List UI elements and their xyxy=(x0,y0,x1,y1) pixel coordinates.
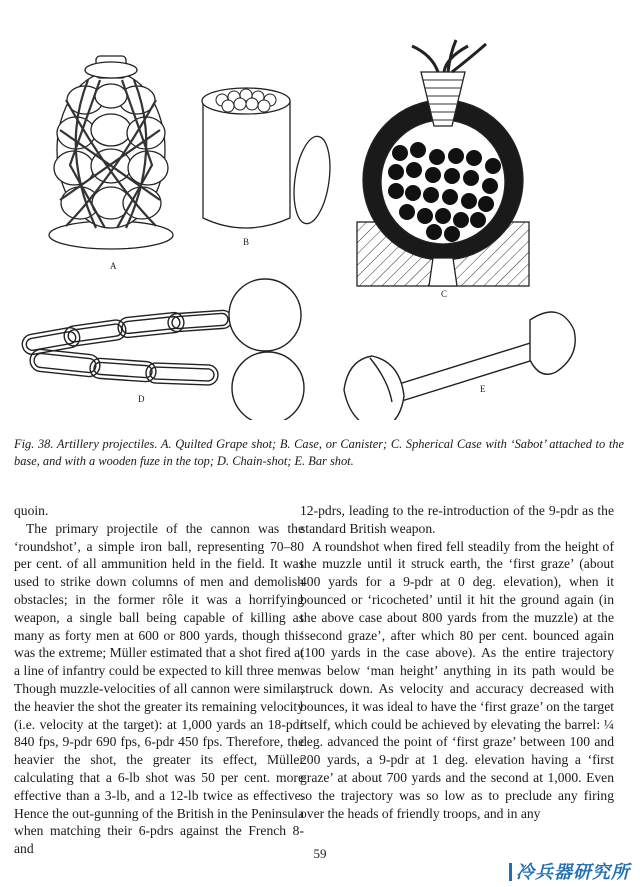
figure-label-b: B xyxy=(243,237,250,247)
left-paragraph-1: quoin. xyxy=(14,503,49,518)
right-paragraph-2: A roundshot when fired fell steadily from the height of the muzzle until it struck earth, the ‘first graze’ (about 400 yards for a 9-pdr at 0 deg. elevation), when it bounced or ‘ricocheted’ until it hit the ground again (in the above case about 800 yards from the muzzle) at the ‘second graze’, after which 80 per cent. bounced again (100 yards in the case above). As the entire trajectory was below ‘man height’ anything in its path would be struck down. As velocity and accuracy decreased with bounces, it was ideal to have the ‘first graze’ on the target itself, which could be achieved by elevating the barrel: ¼ deg. advanced the point of ‘first graze’ between 100 and 200 yards, a 9-pdr at 1 deg. elevation having a ‘first graze’ at about 700 yards and the second at 1,000. Even so the trajectory was so low as to preclude any firing over the heads of friendly troops, and in any xyxy=(300,538,614,821)
left-text-column xyxy=(14,502,304,858)
watermark-bar xyxy=(509,863,512,881)
chain-shot-drawing xyxy=(21,279,304,420)
left-paragraph-2: The primary projectile of the cannon was the ‘roundshot’, a simple iron ball, representing 70–80 per cent. of all ammunition held in the field. It was used to strike down columns of men and demolish obstacles; in the former rôle it was a horrifying weapon, a single ball being capable of killing as many as forty men at 600 or 800 yards, though this was the extreme; Müller estimated that a shot fired at a line of infantry could be expected to kill three men. Though muzzle-velocities of all cannon were similar, the heavier the shot the greater its remaining velocity (i.e. velocity at the target): at 1,000 yards an 18-pdr 840 fps, 9-pdr 690 fps, 6-pdr 450 fps. Therefore, the heavier the shot, the greater its effect, Müller calculating that a 6-lb shot was 50 per cent. more effective than a 3-lb, and a 12-lb twice as effective. Hence the out-gunning of the British in the Peninsula when matching their 6-pdrs against the French 8- and xyxy=(14,520,304,857)
grape-shot-drawing xyxy=(49,56,173,249)
spherical-case-drawing xyxy=(357,40,529,286)
watermark xyxy=(509,858,630,884)
watermark-text: 冷兵器研究所 xyxy=(516,862,630,883)
figure-label-c: C xyxy=(441,289,448,299)
figure-label-a: A xyxy=(110,261,117,271)
figure-label-e: E xyxy=(480,384,486,394)
right-text-column xyxy=(300,502,614,822)
bar-shot-drawing xyxy=(344,312,575,420)
page-number: 59 xyxy=(313,846,327,861)
canister-drawing xyxy=(202,88,335,228)
figure-caption: Fig. 38. Artillery projectiles. A. Quilted Grape shot; B. Case, or Canister; C. Spherical Case with ‘Sabot’ attached to the base, and with a wooden fuze in the top; D. Chain-shot; E. Bar shot. xyxy=(14,437,624,468)
right-paragraph-1: 12-pdrs, leading to the re-introduction of the 9-pdr as the standard British weapon. xyxy=(300,503,614,536)
artillery-projectiles-figure xyxy=(0,0,640,420)
figure-label-d: D xyxy=(138,394,145,404)
